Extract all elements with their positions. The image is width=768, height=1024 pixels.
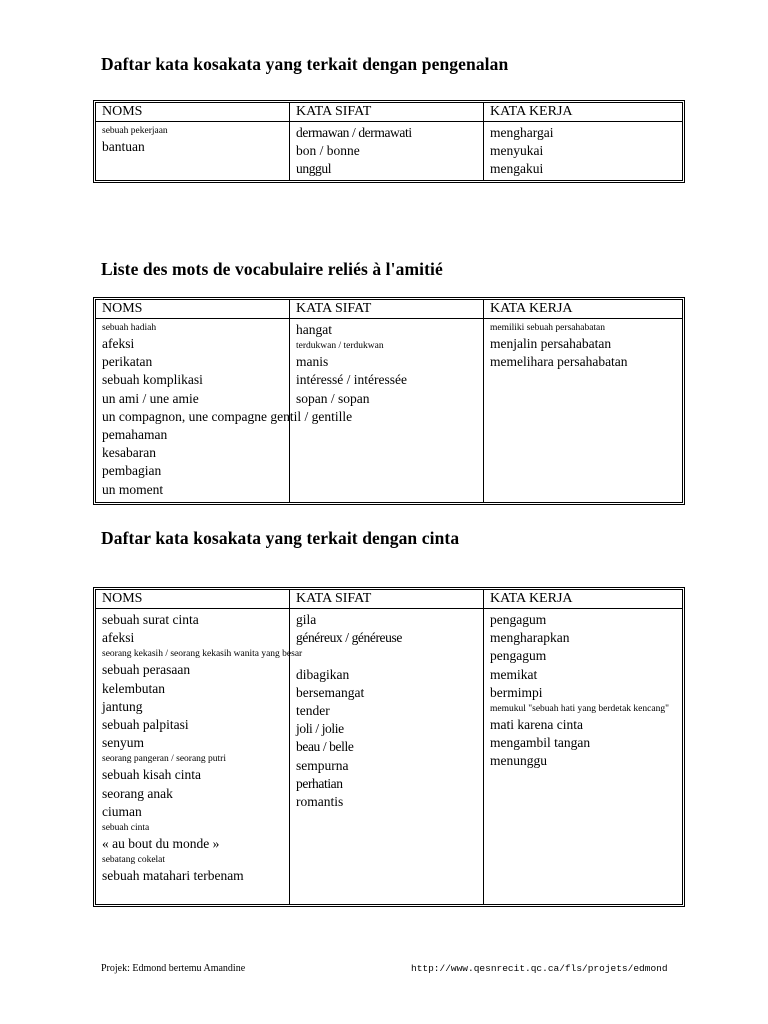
vocab-entry: pengagum	[490, 648, 547, 664]
vocab-entry: menghargai	[490, 125, 554, 140]
vocab-entry: tender	[296, 703, 330, 719]
vocab-entry: menunggu	[490, 753, 547, 769]
table-header-row	[96, 590, 682, 609]
vocab-entry: memikat	[490, 666, 538, 682]
column-noms	[96, 122, 290, 180]
header-kata-kerja: KATA KERJA	[490, 591, 573, 606]
table-body	[96, 609, 682, 904]
vocab-entry: afeksi	[102, 336, 135, 351]
footer-project-label: Projek: Edmond bertemu Amandine	[101, 963, 246, 974]
vocab-entry: gila	[296, 612, 317, 627]
section-heading-love: Daftar kata kosakata yang terkait dengan cinta	[101, 528, 460, 548]
vocab-entry: généreux / généreuse	[296, 630, 402, 646]
vocab-table-friendship	[93, 297, 685, 505]
vocab-entry: un ami / une amie	[102, 390, 199, 406]
vocab-entry: memukul "sebuah hati yang berdetak kencang"	[490, 704, 669, 715]
vocab-entry: sempurna	[296, 757, 349, 773]
vocab-entry: mati karena cinta	[490, 717, 583, 733]
section-heading-friendship: Liste des mots de vocabulaire reliés à l'amitié	[101, 259, 443, 279]
vocab-entry: dermawan / dermawati	[296, 125, 412, 140]
vocab-entry: bantuan	[102, 139, 145, 154]
header-noms: NOMS	[96, 300, 290, 318]
vocab-table-love	[93, 587, 685, 907]
vocab-entry: mengambil tangan	[490, 735, 591, 751]
vocab-entry: menjalin persahabatan	[490, 336, 612, 351]
vocab-entry: sopan / sopan	[296, 390, 370, 406]
table-body	[96, 319, 682, 502]
vocab-entry: « au bout du monde »	[102, 836, 220, 852]
header-kata-sifat: KATA SIFAT	[290, 103, 484, 121]
column-kata-sifat	[290, 122, 484, 180]
vocab-table-introduction	[93, 100, 685, 183]
vocab-entry: kelembutan	[102, 680, 165, 696]
footer-url: http://www.qesnrecit.qc.ca/fls/projets/edmond	[411, 963, 668, 974]
column-kata-kerja	[484, 122, 682, 180]
vocab-entry: senyum	[102, 735, 144, 751]
vocab-entry: perikatan	[102, 354, 153, 370]
vocab-entry: sebuah komplikasi	[102, 372, 203, 388]
vocab-entry: seorang pangeran / seorang putri	[102, 754, 226, 765]
vocab-entry: sebatang cokelat	[102, 855, 166, 866]
vocab-entry: sebuah hadiah	[102, 323, 157, 333]
vocab-entry: seorang kekasih / seorang kekasih wanita yang besar	[102, 649, 303, 660]
vocab-entry: jantung	[102, 698, 143, 714]
column-noms	[96, 609, 303, 904]
vocab-entry: sebuah pekerjaan	[102, 126, 168, 136]
vocab-entry: un compagnon, une compagne gentil / gentille	[102, 408, 353, 424]
vocab-entry	[296, 647, 483, 665]
vocab-entry: bon / bonne	[296, 143, 360, 159]
vocab-entry: pengagum	[490, 612, 547, 627]
table-body	[96, 122, 682, 180]
vocab-entry: intéressé / intéressée	[296, 372, 407, 388]
vocab-entry: beau / belle	[296, 739, 354, 755]
header-noms: NOMS	[96, 103, 290, 121]
vocab-entry: sebuah matahari terbenam	[102, 868, 244, 884]
section-heading-introduction: Daftar kata kosakata yang terkait dengan pengenalan	[101, 54, 509, 74]
vocab-entry: mengharapkan	[490, 630, 570, 646]
vocab-entry: seorang anak	[102, 785, 173, 801]
column-kata-kerja	[484, 319, 682, 502]
vocab-entry: kesabaran	[102, 445, 156, 461]
vocab-entry: terdukwan / terdukwan	[296, 341, 384, 352]
vocab-entry: romantis	[296, 794, 344, 810]
vocab-entry: unggul	[296, 161, 332, 177]
column-kata-sifat	[290, 609, 484, 904]
header-kata-sifat: KATA SIFAT	[290, 590, 484, 608]
column-kata-kerja	[484, 609, 682, 904]
vocab-entry: sebuah surat cinta	[102, 612, 199, 627]
vocab-entry: pembagian	[102, 463, 162, 479]
header-noms: NOMS	[96, 590, 290, 608]
vocab-entry: manis	[296, 354, 329, 370]
vocab-entry: un moment	[102, 481, 164, 497]
vocab-entry: sebuah kisah cinta	[102, 767, 201, 783]
vocab-entry: dibagikan	[296, 666, 350, 682]
vocab-entry: perhatian	[296, 775, 343, 791]
vocab-entry: mengakui	[490, 161, 544, 177]
vocab-entry: menyukai	[490, 143, 544, 159]
vocab-entry: sebuah palpitasi	[102, 717, 189, 733]
vocab-entry: bersemangat	[296, 684, 365, 700]
table-header-row	[96, 300, 682, 319]
vocab-entry: sebuah perasaan	[102, 662, 191, 678]
vocab-entry: memiliki sebuah persahabatan	[490, 323, 606, 333]
vocab-entry: pemahaman	[102, 427, 168, 443]
vocab-entry: hangat	[296, 322, 332, 337]
header-kata-kerja: KATA KERJA	[490, 104, 573, 119]
header-kata-kerja: KATA KERJA	[490, 301, 573, 316]
vocab-entry: bermimpi	[490, 684, 543, 700]
vocab-entry: ciuman	[102, 803, 142, 819]
vocab-entry: sebuah cinta	[102, 823, 150, 834]
table-header-row	[96, 103, 682, 122]
vocab-entry: memelihara persahabatan	[490, 354, 628, 370]
vocab-entry: joli / jolie	[296, 721, 344, 737]
vocab-entry: afeksi	[102, 630, 135, 646]
header-kata-sifat: KATA SIFAT	[290, 300, 484, 318]
